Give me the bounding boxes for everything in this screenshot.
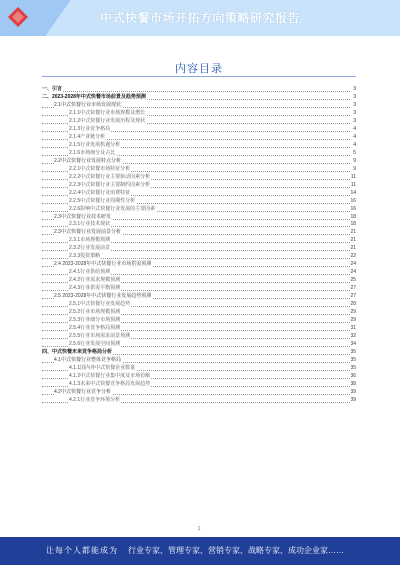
toc-entry-title: 2.2.2中式快餐行业主要驱动因素分析 [69,173,151,180]
toc-entry-title: 2.2.4中式快餐行业消费特征 [69,189,131,196]
toc-entry-title: 2.1.5行业发展机遇分析 [69,141,121,148]
report-header [0,0,400,36]
toc-entry[interactable] [42,118,356,126]
toc-entry-title: 4.1.3未来中式快餐竞争格局发展趋势 [69,380,151,387]
toc-entry-title: 2.5.2行业市场规模预测 [69,309,121,316]
toc-entry-page: 32 [350,333,356,340]
toc-page [42,48,356,533]
toc-entry-page: 3 [350,102,356,110]
toc-heading: 内容目录 [175,63,223,75]
toc-leader-dots [42,91,350,92]
toc-entry-page: 16 [350,205,356,212]
toc-entry-page: 39 [350,388,356,395]
toc-entry-title: 2.4 2023-2028年中式快餐行业市场供需预测 [54,261,152,268]
toc-entry-page: 28 [350,301,356,308]
toc-entry-title: 2.1.6市场细分及占比 [69,149,116,156]
toc-entry-page: 3 [350,94,356,102]
toc-entry-page: 35 [350,348,356,355]
toc-entry-title: 2.2.3中式快餐行业主要制约因素分析 [69,181,151,188]
toc-entry[interactable] [42,86,356,94]
toc-entry[interactable] [42,102,356,110]
toc-entry-title: 2.4.1行业供给预测 [69,269,111,276]
toc-entry-page: 4 [350,142,356,150]
toc-entry-title: 2.3.2行业发展前景 [69,245,111,252]
toc-entry-title: 2.1.1中式快餐行业市场规模及增长 [69,109,146,116]
toc-entry-title: 四、中式快餐未来竞争格局分析 [42,348,113,355]
toc-entry-title: 2.1.2中式快餐行业发展历程及现状 [69,117,146,124]
toc-entry[interactable] [42,182,356,190]
toc-entry-title: 2.5.5行业市场需求前景预测 [69,333,131,340]
toc-entry-page: 18 [350,221,356,228]
toc-entry-title: 2.5.6行业发展空间预测 [69,341,121,347]
toc-entry-page: 11 [350,181,356,188]
footer-banner [0,537,400,565]
toc-entry-page: 21 [350,237,356,244]
toc-entry-page: 16 [350,197,356,204]
toc-entry-title: 2.2中式快餐行业发展特点分析 [54,157,121,164]
toc-entry-title: 2.4.3行业供需平衡预测 [69,285,121,292]
toc-divider [42,76,356,77]
toc-entry-page: 21 [350,245,356,252]
toc-entry[interactable] [42,365,356,373]
toc-entry-page: 4 [350,134,356,142]
toc-entry[interactable] [42,317,356,325]
toc-entry-page: 9 [350,158,356,166]
toc-entry[interactable] [42,94,356,102]
toc-entry-page: 14 [350,189,356,196]
toc-entry-page: 35 [350,356,356,363]
toc-entry-title: 2.1.3行业竞争格局 [69,125,111,132]
toc-entry[interactable] [42,166,356,174]
toc-entry-page: 34 [350,341,356,347]
page-number: 1 [197,526,201,532]
toc-entry-title: 一、引言 [42,86,63,92]
toc-entry-page: 3 [350,110,356,118]
toc-entry-title: 2.1中式快餐行业市场发展现状 [54,101,121,108]
toc-entry-page: 5 [350,150,356,158]
toc-entry[interactable] [42,293,356,301]
toc-entry-page: 9 [350,166,356,174]
toc-entry-title: 2.3中式快餐行业技术研发 [54,213,111,220]
toc-entry-title: 2.5 2023-2028年中式快餐行业发展趋势预测 [54,293,152,300]
toc-list [42,86,356,405]
toc-entry[interactable] [42,134,356,142]
toc-entry[interactable] [42,301,356,309]
report-title: 中式快餐市场开拓方向策略研究报告 [99,11,300,25]
toc-entry-page: 22 [350,253,356,260]
toc-entry[interactable] [42,397,356,405]
toc-entry-title: 4.1中式快餐行业整体竞争格局 [54,356,121,363]
toc-entry-page: 29 [350,309,356,316]
toc-entry[interactable] [42,174,356,182]
toc-entry[interactable] [42,206,356,214]
toc-entry-title: 4.1.2中式快餐行业集中度及市场份额 [69,372,151,379]
toc-entry-title: 4.1.1国内外中式快餐企业数量 [69,364,136,371]
toc-entry-title: 2.5.1中式快餐行业发展趋势 [69,301,131,308]
toc-entry-page: 24 [350,261,356,268]
toc-entry-page: 4 [350,126,356,134]
toc-entry[interactable] [42,373,356,381]
toc-entry[interactable] [42,381,356,389]
toc-entry-page: 25 [350,277,356,284]
toc-entry-title: 2.3中式快餐行业发展前景分析 [54,229,121,236]
toc-entry-title: 2.2.5中式快餐行业周期性分析 [69,197,136,204]
toc-entry[interactable] [42,190,356,198]
toc-entry-page: 18 [350,213,356,220]
toc-entry-title: 2.4.2行业需求规模预测 [69,277,121,284]
footer-roles: 行业专家、管理专家、营销专家、战略专家、成功企业家…… [128,546,344,555]
toc-entry-title: 2.5.4行业竞争格局预测 [69,325,121,332]
toc-entry-page: 29 [350,317,356,324]
toc-entry[interactable] [42,349,356,357]
toc-entry-title: 2.3.1行业技术现状 [69,221,111,228]
toc-entry[interactable] [42,309,356,317]
toc-entry-title: 二、2023-2028年中式快餐市场前景及趋势预测 [42,93,146,100]
toc-entry[interactable] [42,341,356,349]
toc-entry-page: 35 [350,364,356,371]
toc-entry[interactable] [42,198,356,206]
toc-entry-title: 2.5.3行业细分市场预测 [69,317,121,324]
toc-entry-page: 27 [350,293,356,300]
toc-entry[interactable] [42,357,356,365]
toc-entry[interactable] [42,158,356,166]
toc-entry-page: 21 [350,229,356,236]
toc-entry-page: 38 [350,380,356,387]
toc-entry[interactable] [42,126,356,134]
toc-entry-page: 3 [350,86,356,94]
toc-entry-page: 27 [350,285,356,292]
toc-entry-page: 31 [350,325,356,332]
toc-entry-title: 2.2.6影响中式快餐行业发展的主要因素 [69,205,156,212]
toc-entry[interactable] [42,150,356,158]
toc-entry[interactable] [42,389,356,397]
toc-entry-title: 2.1.4产业链分析 [69,133,106,140]
toc-entry[interactable] [42,142,356,150]
toc-entry[interactable] [42,285,356,293]
toc-entry-page: 36 [350,372,356,379]
toc-entry[interactable] [42,333,356,341]
toc-entry-page: 11 [350,173,356,180]
toc-entry-page: 3 [350,118,356,126]
footer-slogan: 让每个人都能成为 [46,546,118,555]
toc-entry-title: 4.2.1行业竞争环境分析 [69,396,121,403]
toc-entry-page: 24 [350,269,356,276]
toc-entry-title: 2.3.1市场规模预测 [69,237,111,244]
toc-entry[interactable] [42,325,356,333]
toc-entry-title: 2.2.1中式快餐市场特征分析 [69,165,131,172]
toc-entry-page: 39 [350,396,356,403]
toc-entry-title: 2.3.3投资策略 [69,253,101,260]
toc-entry-title: 4.2中式快餐行业竞争分析 [54,388,111,395]
toc-entry[interactable] [42,110,356,118]
